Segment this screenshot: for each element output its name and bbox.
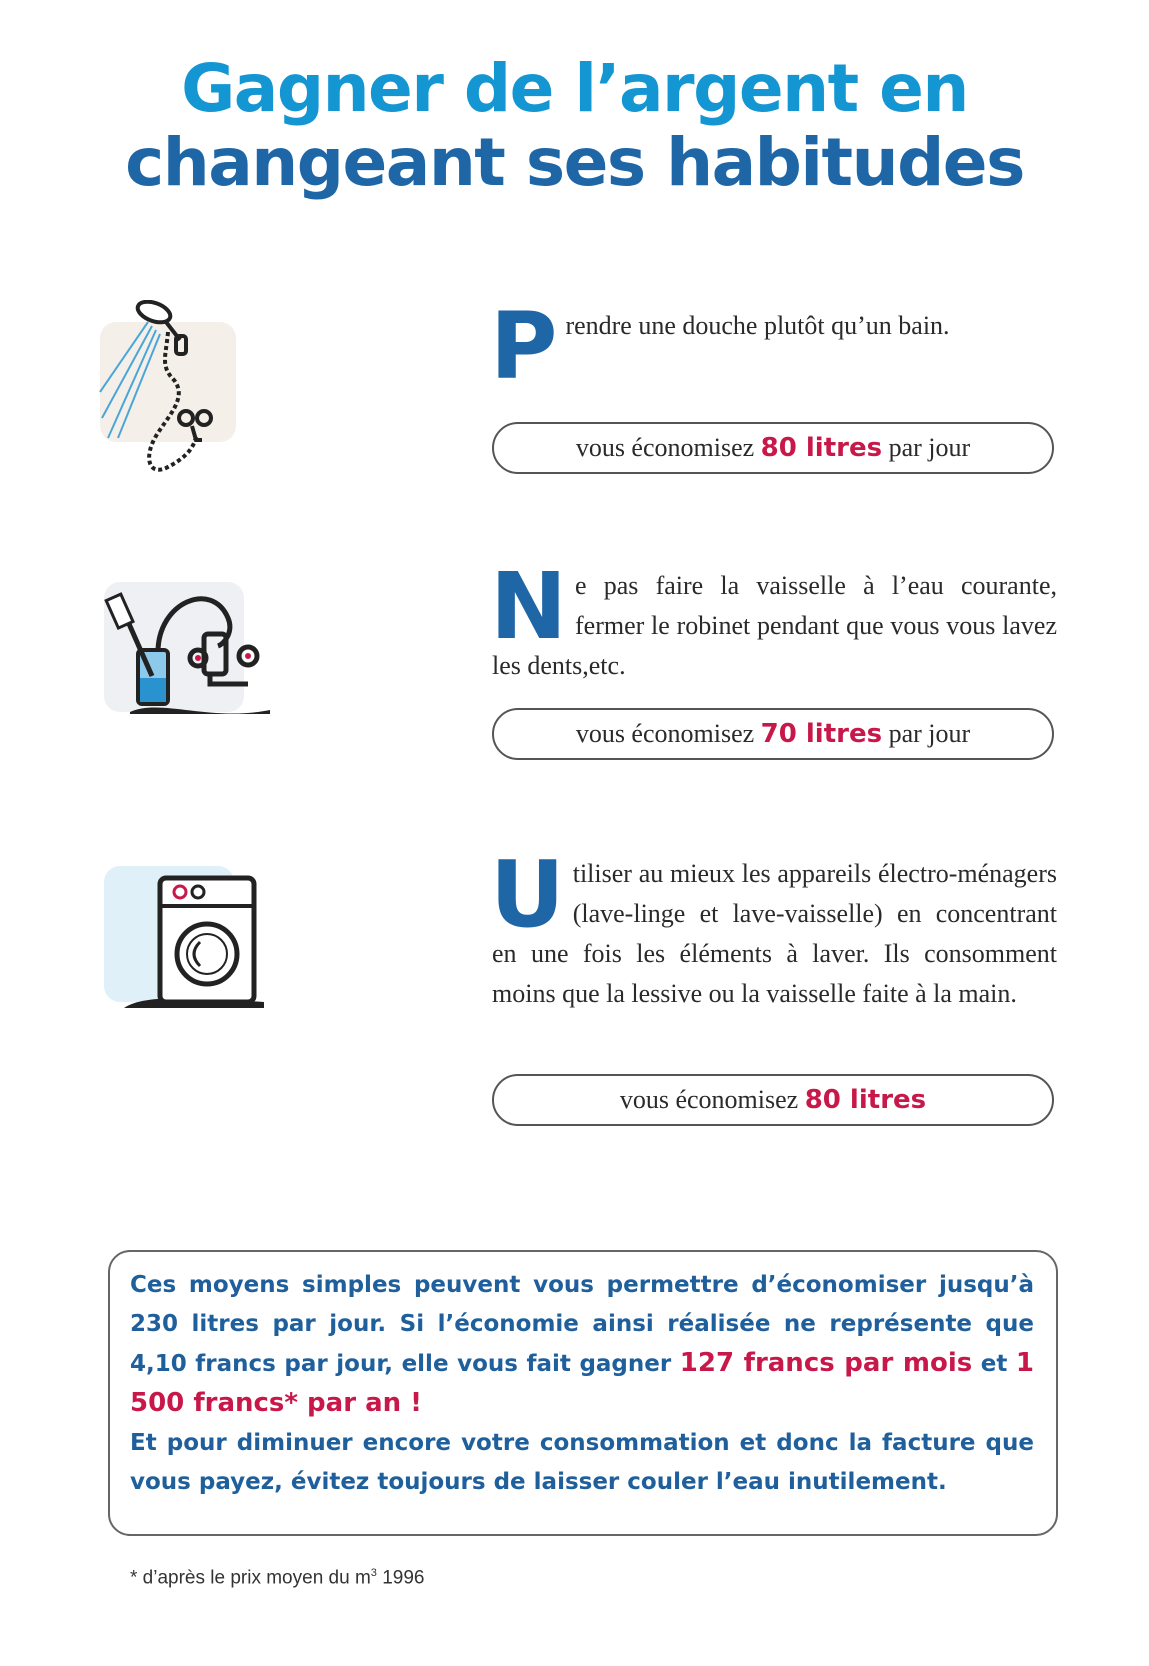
saving-amount: 80 litres	[760, 433, 883, 463]
dropcap: U	[490, 841, 565, 948]
tip-shower	[490, 293, 1057, 400]
title-line-1: Gagner de l’argent en	[181, 50, 968, 127]
saving-amount: 80 litres	[804, 1085, 927, 1115]
yearly-savings: 1 500 francs* par an !	[130, 1348, 1034, 1418]
saving-badge: vous économisez 80 litres par jour	[492, 422, 1054, 474]
tip-text: e pas faire la vaisselle à l’eau courante, fermer le robinet pendant que vous vous lavez les dents,etc.	[492, 571, 1057, 680]
title-line-2: changeant ses habitudes	[125, 124, 1024, 201]
washing-machine-icon	[104, 862, 274, 1012]
shower-icon	[96, 300, 246, 510]
tip-appliances	[490, 841, 1057, 1014]
monthly-savings: 127 francs par mois	[679, 1348, 973, 1378]
summary-paragraph-2: Et pour diminuer encore votre consommation et donc la facture que vous payez, évitez toujours de laisser couler l’eau inutilement.	[130, 1430, 1034, 1495]
summary-paragraph-1: Ces moyens simples peuvent vous permettre d’économiser jusqu’à 230 litres par jour. Si l’économie ainsi réalisée ne représente que 4,10 francs par jour, elle vous fait gagner 127 francs par mois et 1 500 francs* par an !	[130, 1272, 1034, 1418]
saving-amount: 70 litres	[760, 719, 883, 749]
tip-text: rendre une douche plutôt qu’un bain.	[565, 311, 950, 340]
saving-badge: vous économisez 80 litres	[492, 1074, 1054, 1126]
tip-text: tiliser au mieux les appareils électro-ménagers (lave-linge et lave-vaisselle) en concentrant en une fois les éléments à laver. Ils consomment moins que la lessive ou la vaisselle faite à la main.	[492, 859, 1057, 1008]
saving-badge: vous économisez 70 litres par jour	[492, 708, 1054, 760]
footnote: * d’après le prix moyen du $m^3$ 1996	[130, 1567, 425, 1589]
faucet-icon	[100, 572, 280, 722]
summary-box	[108, 1250, 1058, 1536]
dropcap: P	[490, 293, 558, 400]
page-title	[0, 52, 1149, 200]
tip-faucet	[490, 553, 1057, 686]
dropcap: N	[490, 553, 567, 660]
